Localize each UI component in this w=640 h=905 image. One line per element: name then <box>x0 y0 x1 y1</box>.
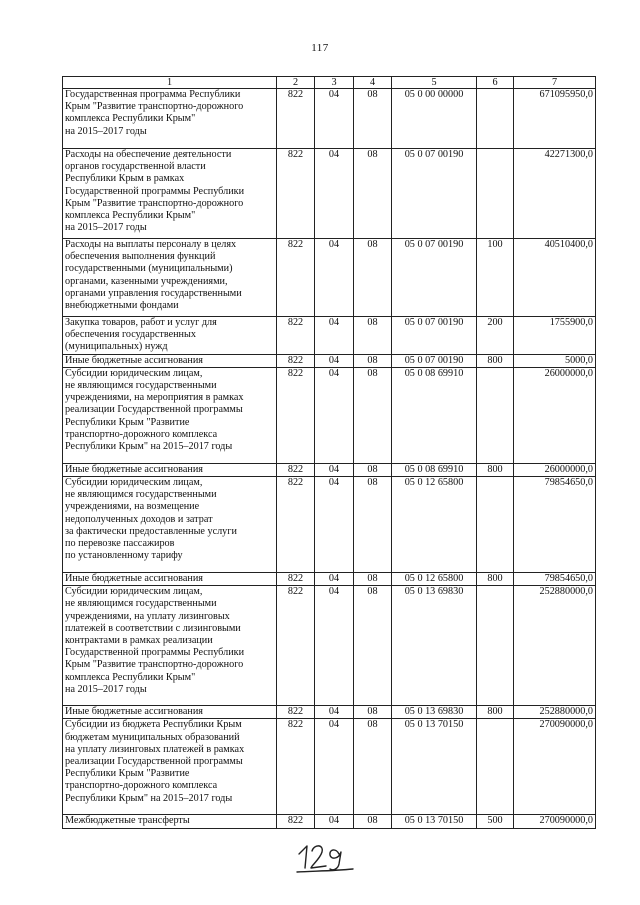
target-item-cell: 05 0 13 70150 <box>392 719 477 815</box>
section-code-cell: 04 <box>315 89 354 149</box>
amount-cell: 79854650,0 <box>514 477 596 573</box>
amount-cell: 1755900,0 <box>514 317 596 355</box>
column-header: 5 <box>392 77 477 89</box>
table-row <box>63 463 596 476</box>
table-row <box>63 354 596 367</box>
subsection-code-cell: 08 <box>354 354 392 367</box>
row-name-cell: Иные бюджетные ассигнования <box>63 354 277 367</box>
section-code-cell: 04 <box>315 354 354 367</box>
ministry-code-cell: 822 <box>277 149 315 239</box>
table-row <box>63 477 596 573</box>
amount-cell: 270090000,0 <box>514 719 596 815</box>
amount-cell: 42271300,0 <box>514 149 596 239</box>
table-row <box>63 317 596 355</box>
ministry-code-cell: 822 <box>277 586 315 706</box>
row-name-cell: Иные бюджетные ассигнования <box>63 573 277 586</box>
table-row <box>63 586 596 706</box>
page-number: 117 <box>311 42 329 54</box>
expense-type-cell: 800 <box>477 573 514 586</box>
subsection-code-cell: 08 <box>354 706 392 719</box>
subsection-code-cell: 08 <box>354 89 392 149</box>
table-row <box>63 367 596 463</box>
table-body <box>63 89 596 829</box>
ministry-code-cell: 822 <box>277 89 315 149</box>
row-name-cell: Иные бюджетные ассигнования <box>63 706 277 719</box>
subsection-code-cell: 08 <box>354 463 392 476</box>
table-row <box>63 573 596 586</box>
target-item-cell: 05 0 07 00190 <box>392 354 477 367</box>
amount-cell: 79854650,0 <box>514 573 596 586</box>
amount-cell: 5000,0 <box>514 354 596 367</box>
amount-cell: 26000000,0 <box>514 367 596 463</box>
ministry-code-cell: 822 <box>277 815 315 828</box>
budget-table <box>62 76 596 829</box>
expense-type-cell: 200 <box>477 317 514 355</box>
column-header: 7 <box>514 77 596 89</box>
expense-type-cell: 100 <box>477 239 514 317</box>
column-header: 3 <box>315 77 354 89</box>
ministry-code-cell: 822 <box>277 367 315 463</box>
row-name-cell: Закупка товаров, работ и услуг для обеспечения государственных (муниципальных) нужд <box>63 317 277 355</box>
section-code-cell: 04 <box>315 815 354 828</box>
subsection-code-cell: 08 <box>354 719 392 815</box>
target-item-cell: 05 0 07 00190 <box>392 317 477 355</box>
amount-cell: 26000000,0 <box>514 463 596 476</box>
expense-type-cell <box>477 367 514 463</box>
expense-type-cell: 800 <box>477 706 514 719</box>
column-header: 4 <box>354 77 392 89</box>
ministry-code-cell: 822 <box>277 719 315 815</box>
ministry-code-cell: 822 <box>277 706 315 719</box>
column-header: 2 <box>277 77 315 89</box>
target-item-cell: 05 0 12 65800 <box>392 573 477 586</box>
row-name-cell: Расходы на обеспечение деятельности органов государственной власти Республики Крым в рамках Государственной программы Республики Крым "Развитие транспортно-дорожного комплекса Республики Крым" на 2015–2017 годы <box>63 149 277 239</box>
target-item-cell: 05 0 00 00000 <box>392 89 477 149</box>
section-code-cell: 04 <box>315 477 354 573</box>
amount-cell: 40510400,0 <box>514 239 596 317</box>
ministry-code-cell: 822 <box>277 573 315 586</box>
table-row <box>63 239 596 317</box>
section-code-cell: 04 <box>315 463 354 476</box>
section-code-cell: 04 <box>315 367 354 463</box>
expense-type-cell: 800 <box>477 354 514 367</box>
table-header-row <box>63 77 596 89</box>
target-item-cell: 05 0 07 00190 <box>392 239 477 317</box>
expense-type-cell: 800 <box>477 463 514 476</box>
expense-type-cell <box>477 89 514 149</box>
row-name-cell: Межбюджетные трансферты <box>63 815 277 828</box>
row-name-cell: Субсидии из бюджета Республики Крым бюджетам муниципальных образований на уплату лизинговых платежей в рамках реализации Государственной программы Республики Крым "Развитие транспортно-дорожного комплекса Республики Крым" на 2015–2017 годы <box>63 719 277 815</box>
section-code-cell: 04 <box>315 573 354 586</box>
subsection-code-cell: 08 <box>354 586 392 706</box>
section-code-cell: 04 <box>315 317 354 355</box>
amount-cell: 671095950,0 <box>514 89 596 149</box>
ministry-code-cell: 822 <box>277 317 315 355</box>
row-name-cell: Субсидии юридическим лицам, не являющимся государственными учреждениями, на мероприятия в рамках реализации Государственной программы Республики Крым "Развитие транспортно-дорожного комплекса Республики Крым" на 2015–2017 годы <box>63 367 277 463</box>
target-item-cell: 05 0 08 69910 <box>392 367 477 463</box>
expense-type-cell <box>477 149 514 239</box>
section-code-cell: 04 <box>315 239 354 317</box>
column-header: 1 <box>63 77 277 89</box>
subsection-code-cell: 08 <box>354 815 392 828</box>
expense-type-cell <box>477 477 514 573</box>
table-row <box>63 89 596 149</box>
section-code-cell: 04 <box>315 149 354 239</box>
amount-cell: 270090000,0 <box>514 815 596 828</box>
table-row <box>63 149 596 239</box>
row-name-cell: Субсидии юридическим лицам, не являющимся государственными учреждениями, на возмещение недополученных доходов и затрат за фактически предоставленные услуги по перевозке пассажиров по установленному тарифу <box>63 477 277 573</box>
subsection-code-cell: 08 <box>354 477 392 573</box>
column-header: 6 <box>477 77 514 89</box>
target-item-cell: 05 0 13 70150 <box>392 815 477 828</box>
target-item-cell: 05 0 13 69830 <box>392 586 477 706</box>
ministry-code-cell: 822 <box>277 463 315 476</box>
section-code-cell: 04 <box>315 586 354 706</box>
section-code-cell: 04 <box>315 719 354 815</box>
row-name-cell: Субсидии юридическим лицам, не являющимся государственными учреждениями, на уплату лизинговых платежей в соответствии с лизинговыми контрактами в рамках реализации Государственной программы Республики Крым "Развитие транспортно-дорожного комплекса Республики Крым" на 2015–2017 годы <box>63 586 277 706</box>
subsection-code-cell: 08 <box>354 367 392 463</box>
section-code-cell: 04 <box>315 706 354 719</box>
ministry-code-cell: 822 <box>277 354 315 367</box>
target-item-cell: 05 0 07 00190 <box>392 149 477 239</box>
target-item-cell: 05 0 12 65800 <box>392 477 477 573</box>
expense-type-cell <box>477 586 514 706</box>
table-row <box>63 706 596 719</box>
handwritten-page-mark <box>295 838 359 874</box>
target-item-cell: 05 0 13 69830 <box>392 706 477 719</box>
row-name-cell: Иные бюджетные ассигнования <box>63 463 277 476</box>
expense-type-cell <box>477 719 514 815</box>
table-row <box>63 815 596 828</box>
target-item-cell: 05 0 08 69910 <box>392 463 477 476</box>
amount-cell: 252880000,0 <box>514 706 596 719</box>
row-name-cell: Расходы на выплаты персоналу в целях обеспечения выполнения функций государственными (муниципальными) органами, казенными учреждениями, органами управления государственными внебюджетными фондами <box>63 239 277 317</box>
row-name-cell: Государственная программа Республики Крым "Развитие транспортно-дорожного комплекса Республики Крым" на 2015–2017 годы <box>63 89 277 149</box>
expense-type-cell: 500 <box>477 815 514 828</box>
subsection-code-cell: 08 <box>354 239 392 317</box>
subsection-code-cell: 08 <box>354 317 392 355</box>
ministry-code-cell: 822 <box>277 239 315 317</box>
ministry-code-cell: 822 <box>277 477 315 573</box>
subsection-code-cell: 08 <box>354 149 392 239</box>
amount-cell: 252880000,0 <box>514 586 596 706</box>
table-row <box>63 719 596 815</box>
subsection-code-cell: 08 <box>354 573 392 586</box>
